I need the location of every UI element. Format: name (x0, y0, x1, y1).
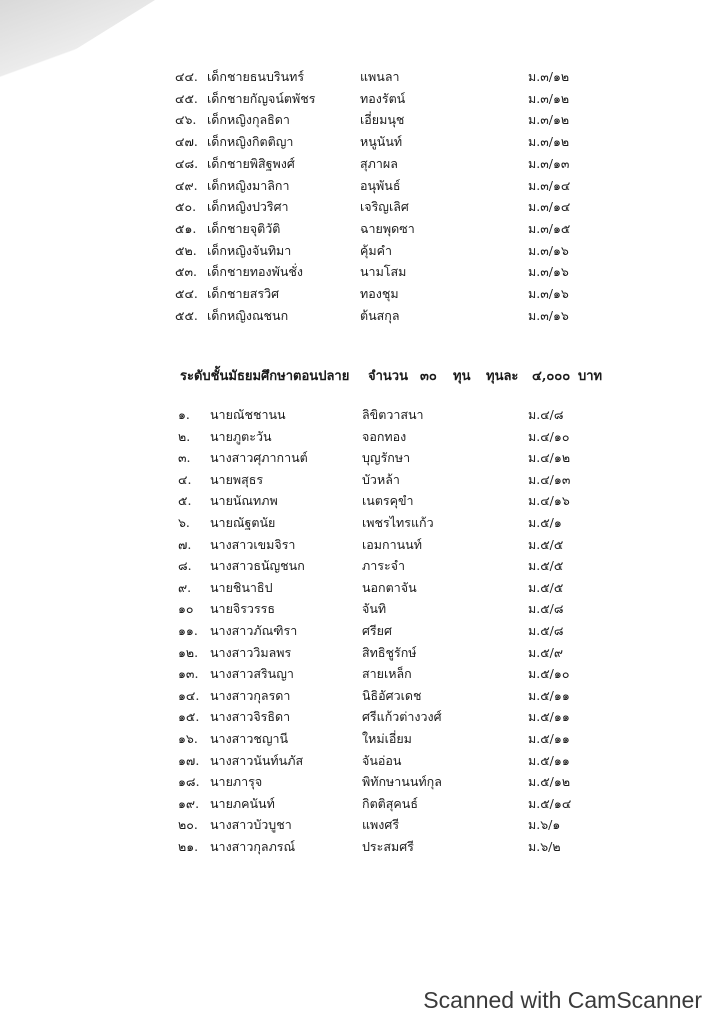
student-name: นางสาวบัวบูชา (210, 817, 292, 833)
student-surname: แพงศรี (362, 817, 400, 833)
student-surname: นอกตาจัน (362, 579, 417, 595)
row-number: ๑๐ (178, 601, 194, 617)
unit-label: ทุน (453, 369, 471, 384)
student-surname: คุ้มคำ (360, 242, 392, 258)
row-number: ๙. (178, 579, 192, 595)
level-title: ระดับชั้นมัธยมศึกษาตอนปลาย (180, 369, 350, 384)
scanner-watermark: Scanned with CamScanner (423, 987, 702, 1013)
row-number: ๑๖. (178, 731, 198, 746)
student-name: นางสาวชญานี (210, 731, 289, 746)
class-room: ม.๓/๑๔ (528, 199, 571, 215)
class-room: ม.๕/๑๒ (528, 774, 571, 790)
student-surname: จันอ่อน (362, 752, 402, 768)
class-room: ม.๖/๒ (528, 839, 561, 854)
student-name: นายภารุจ (210, 774, 263, 790)
class-room: ม.๓/๑๔ (528, 177, 571, 193)
student-surname: เพชรไทรแก้ว (362, 515, 434, 530)
student-surname: พิทักษานนท์กุล (362, 774, 442, 790)
student-name: เด็กชายธนบรินทร์ (207, 69, 305, 84)
class-room: ม.๔/๘ (528, 407, 564, 422)
row-number: ๔๔. (175, 69, 198, 84)
student-surname: เจริญเลิศ (360, 199, 409, 215)
row-number: ๕๕. (175, 307, 198, 323)
student-name: นายณัฐตนัย (210, 515, 276, 530)
student-name: นายชินาธิป (210, 579, 273, 595)
student-name: เด็กชายพิสิฐพงศ์ (207, 155, 295, 171)
student-name: นางสาวกุลรดา (210, 687, 291, 703)
student-name: เด็กหญิงจันทิมา (207, 242, 292, 258)
row-number: ๑๓. (178, 666, 199, 682)
class-room: ม.๕/๑๑ (528, 752, 570, 768)
class-room: ม.๕/๑๐ (528, 666, 570, 682)
row-number: ๑๒. (178, 644, 199, 660)
class-room: ม.๕/๘ (528, 623, 564, 638)
student-surname: จอกทอง (362, 428, 407, 444)
class-room: ม.๕/๙ (528, 644, 564, 660)
student-name: เด็กหญิงกุลธิดา (207, 112, 290, 128)
row-number: ๕๓. (175, 264, 197, 280)
class-room: ม.๓/๑๓ (528, 155, 570, 171)
row-number: ๑๗. (178, 752, 200, 768)
row-number: ๒๑. (178, 839, 199, 854)
student-surname: สุภาผล (360, 155, 398, 171)
row-number: ๒. (178, 428, 191, 444)
student-surname: เนตรคุขำ (362, 493, 414, 509)
student-name: เด็กหญิงณชนก (207, 307, 289, 323)
row-number: ๕๒. (175, 242, 197, 258)
row-number: ๘. (178, 558, 192, 574)
student-name: นางสาวกุลภรณ์ (210, 839, 296, 854)
student-name: เด็กชายสรวิศ (207, 286, 280, 301)
student-name: นางสาวศุภากานต์ (210, 450, 308, 466)
row-number: ๕๑. (175, 220, 197, 236)
currency-label: บาท (578, 369, 603, 384)
class-room: ม.๔/๑๐ (528, 428, 570, 444)
student-surname: นามโสม (360, 264, 407, 280)
student-surname: บัวหล้า (362, 471, 400, 487)
row-number: ๔. (178, 471, 192, 487)
row-number: ๓. (178, 450, 191, 466)
student-surname: จันทิ (362, 601, 387, 617)
student-name: นายภูตะวัน (210, 428, 272, 444)
student-surname: ลิขิตวาสนา (362, 407, 424, 422)
student-surname: ฉายพุดซา (360, 220, 415, 236)
student-surname: ประสมศรี (362, 839, 414, 854)
student-name: นางสาวเขมจิรา (210, 536, 296, 552)
student-surname: ต้นสกุล (360, 307, 400, 323)
student-surname: ใหม่เอี่ยม (362, 731, 412, 746)
student-name: เด็กหญิงกิตติญา (207, 134, 294, 150)
student-name: นายณัชชานน (210, 407, 286, 422)
student-name: เด็กหญิงปวริศา (207, 199, 289, 215)
student-name: นายภคนันท์ (210, 795, 275, 811)
class-room: ม.๔/๑๒ (528, 450, 571, 466)
class-room: ม.๕/๕ (528, 536, 564, 552)
row-number: ๔๘. (175, 155, 199, 171)
row-number: ๕๔. (175, 286, 198, 301)
student-name: นางสาวภัณฑิรา (210, 623, 298, 638)
class-room: ม.๕/๑ (528, 515, 562, 530)
student-surname: เอี่ยมนุช (360, 112, 405, 128)
student-name: นางสาวสรินญา (210, 666, 294, 682)
per-value: ๔,๐๐๐ (532, 369, 571, 384)
student-surname: ศรีแก้วต่างวงศ์ (362, 709, 442, 725)
student-name: นายจิรวรรธ (210, 601, 276, 617)
row-number: ๑. (178, 407, 190, 422)
class-room: ม.๕/๑๑ (528, 709, 570, 725)
student-name: นายนัณทภพ (210, 493, 278, 509)
student-surname: สิทธิชูรักษ์ (362, 644, 417, 660)
class-room: ม.๕/๑๑ (528, 731, 570, 746)
student-surname: อนุพันธ์ (360, 177, 401, 193)
class-room: ม.๕/๕ (528, 558, 564, 574)
student-name: เด็กชายกัญจน์ตพัชร (207, 90, 316, 106)
row-number: ๑๙. (178, 795, 200, 811)
class-room: ม.๓/๑๒ (528, 90, 570, 106)
amount-label: จำนวน (368, 369, 408, 384)
row-number: ๑๔. (178, 687, 200, 703)
student-name: เด็กหญิงมาลิกา (207, 177, 290, 193)
row-number: ๒๐. (178, 817, 198, 833)
class-room: ม.๓/๑๒ (528, 134, 570, 150)
student-surname: นิธิอัศวเดช (362, 687, 422, 703)
row-number: ๕. (178, 493, 192, 509)
student-surname: แพนลา (360, 69, 400, 84)
row-number: ๑๕. (178, 709, 200, 725)
row-number: ๔๗. (175, 134, 198, 150)
class-room: ม.๕/๑๔ (528, 795, 572, 811)
row-number: ๑๑. (178, 623, 198, 638)
class-room: ม.๖/๑ (528, 817, 561, 833)
amount-value: ๓๐ (420, 369, 437, 384)
student-surname: หนูนันท์ (360, 134, 403, 150)
student-surname: เอมกานนท์ (362, 536, 422, 552)
row-number: ๗. (178, 536, 192, 552)
student-surname: ทองรัตน์ (360, 90, 406, 106)
student-name: เด็กชายทองพันชั่ง (207, 264, 304, 280)
class-room: ม.๔/๑๓ (528, 471, 571, 487)
class-room: ม.๕/๘ (528, 601, 564, 617)
class-room: ม.๓/๑๖ (528, 242, 569, 258)
class-room: ม.๓/๑๖ (528, 286, 569, 301)
class-room: ม.๕/๕ (528, 579, 564, 595)
student-name: นางสาวธนัญชนก (210, 558, 305, 574)
row-number: ๖. (178, 515, 190, 530)
row-number: ๔๖. (175, 112, 197, 128)
class-room: ม.๓/๑๒ (528, 69, 570, 84)
class-room: ม.๕/๑๑ (528, 687, 570, 703)
row-number: ๕๐. (175, 199, 197, 215)
student-name: นางสาวนันท์นภัส (210, 752, 304, 768)
row-number: ๔๙. (175, 177, 198, 193)
student-surname: บุญรักษา (362, 450, 411, 466)
student-surname: ศรียศ (362, 623, 392, 638)
per-label: ทุนละ (486, 369, 519, 384)
student-name: นางสาววิมลพร (210, 644, 292, 660)
student-surname: ภาระจำ (362, 558, 406, 574)
class-room: ม.๓/๑๒ (528, 112, 570, 128)
class-room: ม.๔/๑๖ (528, 493, 570, 509)
class-room: ม.๓/๑๕ (528, 220, 571, 236)
class-room: ม.๓/๑๖ (528, 264, 569, 280)
student-name: นางสาวจิรธิดา (210, 709, 291, 725)
row-number: ๑๘. (178, 774, 200, 790)
student-name: เด็กชายจุติวัติ (207, 220, 281, 236)
class-room: ม.๓/๑๖ (528, 307, 569, 323)
student-surname: ทองชุม (360, 286, 399, 301)
student-surname: สายเหล็ก (362, 666, 412, 682)
row-number: ๔๕. (175, 90, 198, 106)
student-name: นายพสุธร (210, 471, 264, 487)
folded-corner-shadow (0, 0, 160, 80)
student-surname: กิตติสุคนธ์ (362, 795, 418, 811)
